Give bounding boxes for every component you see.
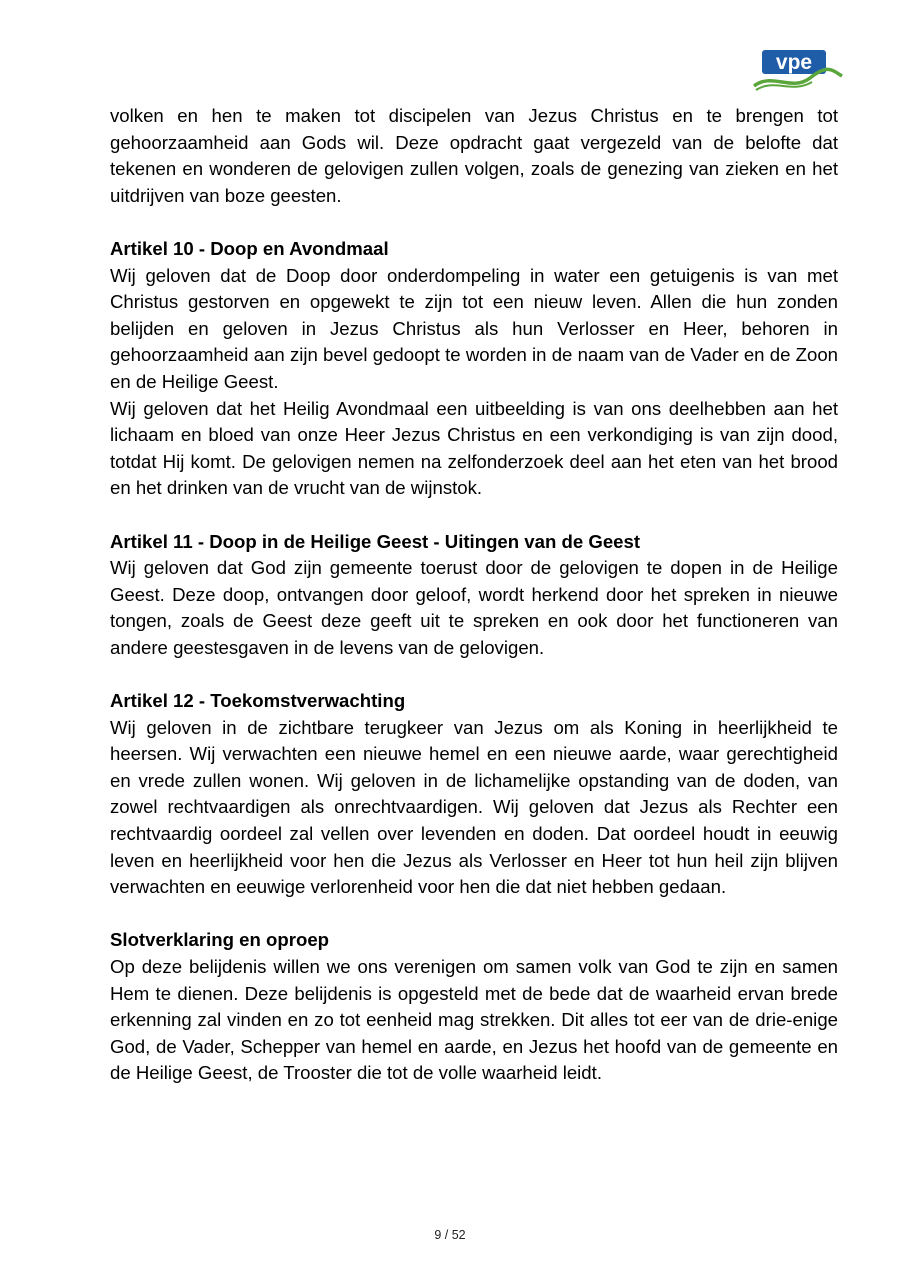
section-paragraph: Op deze belijdenis willen we ons verenigen om samen volk van God te zijn en samen Hem te dienen. Deze belijdenis is opgesteld met de bede dat de waarheid ervan brede erkenning zal vinden en zo tot eenheid mag strekken. Dit alles tot eer van de drie-enige God, de Vader, Schepper van hemel en aarde, en Jezus het hoofd van de gemeente en de Heilige Geest, de Trooster die tot de volle waarheid leidt. bbox=[110, 956, 838, 1084]
section-paragraph: Wij geloven dat God zijn gemeente toerust door de gelovigen te dopen in de Heilige Geest. Deze doop, ontvangen door geloof, wordt herkend door het spreken in nieuwe tongen, zoals de Geest deze geeft uit te spreken en ook door het functioneren van andere geestesgaven in de levens van de gelovigen. bbox=[110, 557, 838, 658]
section-artikel-10 bbox=[110, 236, 838, 502]
section-heading: Artikel 11 - Doop in de Heilige Geest - Uitingen van de Geest bbox=[110, 530, 641, 552]
section-paragraph: Wij geloven dat de Doop door onderdompeling in water een getuigenis is van met Christus gestorven en opgewekt te zijn tot een nieuw leven. Allen die hun zonden belijden en geloven in Jezus Christus als hun Verlosser en Heer, behoren in gehoorzaamheid aan zijn bevel gedoopt te worden in de naam van de Vader en de Zoon en de Heilige Geest. bbox=[110, 264, 838, 392]
section-paragraph: Wij geloven dat het Heilig Avondmaal een uitbeelding is van ons deelhebben aan het lichaam en bloed van onze Heer Jezus Christus en een verkondiging is van zijn dood, totdat Hij komt. De gelovigen nemen na zelfonderzoek deel aan het eten van het brood en het drinken van de vrucht van de wijnstok. bbox=[110, 397, 838, 499]
section-slotverklaring bbox=[110, 927, 838, 1087]
vpe-logo bbox=[752, 46, 844, 92]
section-artikel-12 bbox=[110, 688, 838, 901]
section-heading: Artikel 12 - Toekomstverwachting bbox=[110, 690, 406, 712]
section-paragraph: Wij geloven in de zichtbare terugkeer van Jezus om als Koning in heerlijkheid te heersen. Wij verwachten een nieuwe hemel en een nieuwe aarde, waar gerechtigheid en vrede zullen wonen. Wij geloven in de lichamelijke opstanding van de doden, van zowel rechtvaardigen als onrechtvaardigen. Wij geloven dat Jezus als Rechter een rechtvaardig oordeel zal vellen over levenden en doden. Dat oordeel houdt in eeuwig leven en heerlijkheid voor hen die Jezus als Verlosser en Heer tot hun heil zijn blijven verwachten en eeuwige verlorenheid voor hen die dat niet hebben gedaan. bbox=[110, 716, 838, 898]
intro-paragraph: volken en hen te maken tot discipelen van Jezus Christus en te brengen tot gehoorzaamheid aan Gods wil. Deze opdracht gaat vergezeld van de belofte dat tekenen en wonderen de gelovigen zullen volgen, zoals de genezing van zieken en het uitdrijven van boze geesten. bbox=[110, 105, 838, 206]
document-body bbox=[110, 103, 838, 1087]
section-heading: Artikel 10 - Doop en Avondmaal bbox=[110, 237, 389, 259]
section-artikel-11 bbox=[110, 529, 838, 662]
page-number: 9 / 52 bbox=[434, 1228, 466, 1242]
section-heading: Slotverklaring en oproep bbox=[110, 929, 330, 951]
logo-text: vpe bbox=[775, 51, 813, 74]
